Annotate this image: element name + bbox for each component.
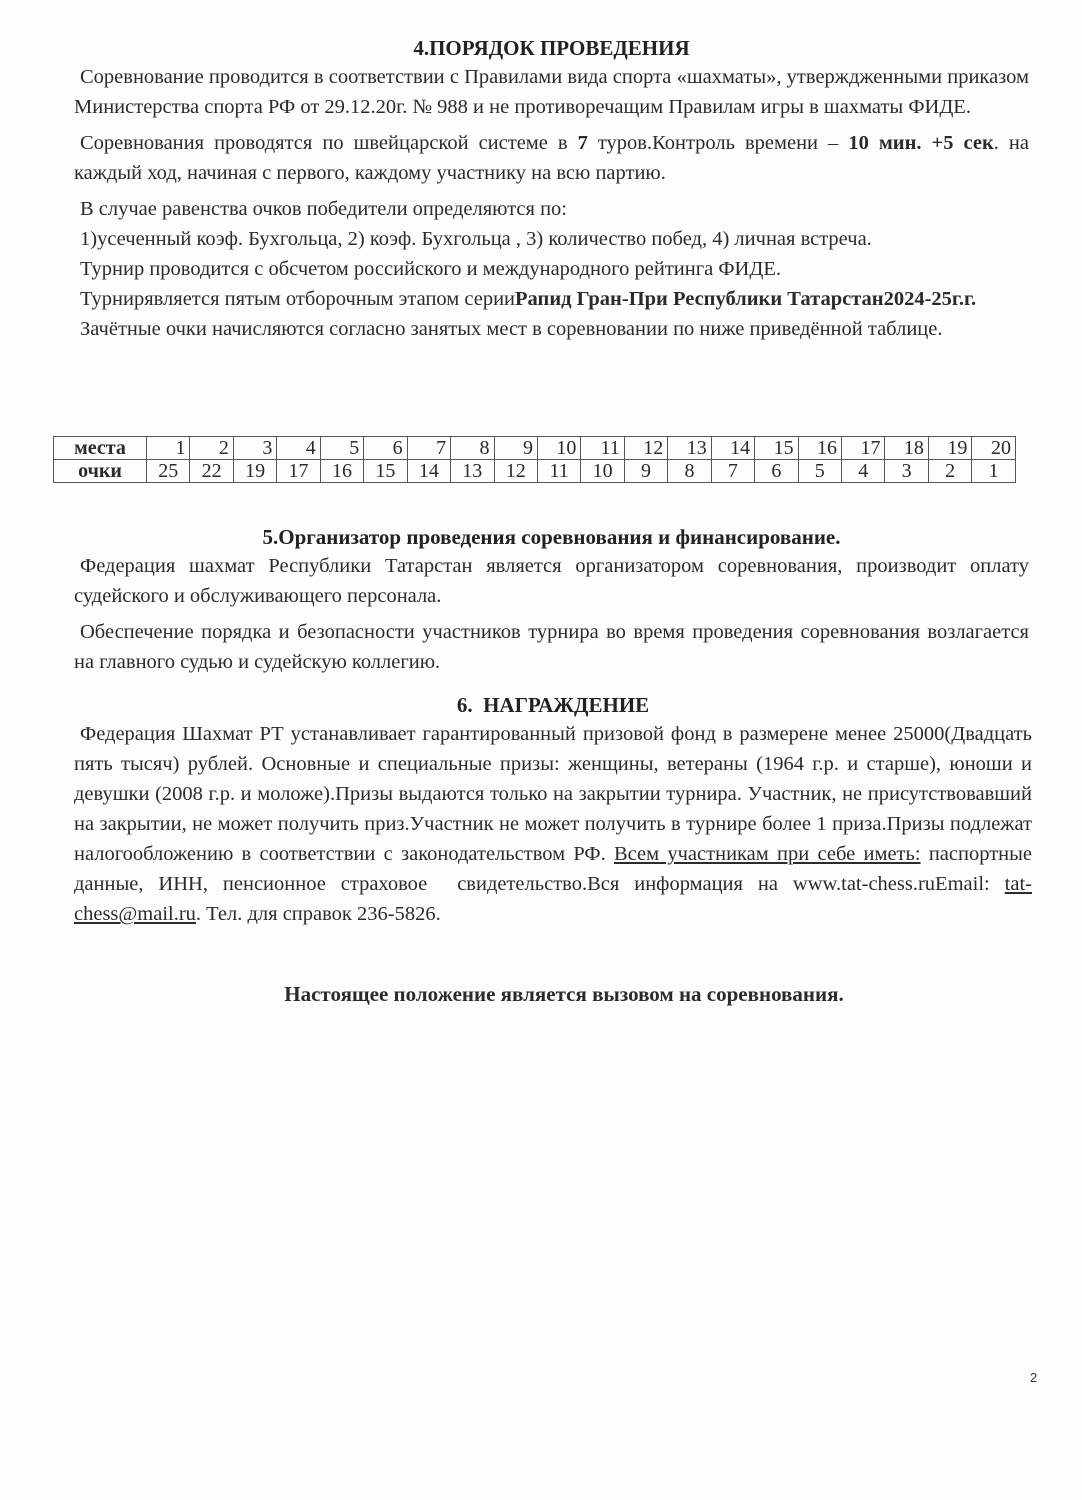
section-5 <box>74 523 1029 677</box>
points-cell: 8 <box>668 460 711 483</box>
points-cell: 11 <box>537 460 580 483</box>
place-cell: 10 <box>537 437 580 460</box>
points-cell: 25 <box>147 460 190 483</box>
place-cell: 11 <box>581 437 624 460</box>
section-4 <box>74 30 1029 344</box>
place-cell: 3 <box>233 437 276 460</box>
time-control: 10 мин. +5 сек <box>848 132 994 154</box>
system-text-c: . на каждый ход, начиная с первого, каждому участнику на всю партию. <box>74 132 1029 184</box>
points-cell: 12 <box>494 460 537 483</box>
place-cell: 19 <box>928 437 971 460</box>
section-4-title: 4.ПОРЯДОК ПРОВЕДЕНИЯ <box>413 36 690 60</box>
table-row-places <box>54 437 1016 460</box>
awards-text-b: паспортные данные, ИНН, пенсионное страховое свидетельство.Вся информация на www.tat-chess.ruEmail: <box>74 843 1038 895</box>
section-6 <box>74 691 1038 929</box>
place-cell: 6 <box>364 437 407 460</box>
awards-text-c: . Тел. для справок 236-5826. <box>195 903 441 925</box>
awards-text-a: Федерация Шахмат РТ устанавливает гарантированный призовой фонд в размерене менее 25000(Двадцать пять тысяч) рублей. Основные и специальные призы: женщины, ветераны (1964 г.р. и старше), юноши и девушки (2008 г.р. и моложе).Призы выдаются только на закрытии турнира. Участник, не присутствовавший на закрытии, не может получить приз.Участник не может получить в турнире более 1 приза.Призы подлежат налогообложению в соответствии с законодательством РФ. <box>74 723 1032 865</box>
places-label: места <box>54 437 147 460</box>
place-cell: 9 <box>494 437 537 460</box>
email-link[interactable]: tat-chess@mail.ru <box>74 873 1032 925</box>
rounds-count: 7 <box>577 132 588 154</box>
place-cell: 12 <box>624 437 667 460</box>
page-number: 2 <box>1030 1370 1038 1385</box>
points-cell: 10 <box>581 460 624 483</box>
section-4-paragraph-tiebreaks: 1)усеченный коэф. Бухгольца, 2) коэф. Бухгольца , 3) количество побед, 4) личная встреча. <box>80 228 872 250</box>
place-cell: 8 <box>451 437 494 460</box>
awards-underline: Всем участникам при себе иметь: <box>614 843 921 865</box>
closing-statement: Настоящее положение является вызовом на соревнования. <box>284 982 844 1006</box>
place-cell: 17 <box>842 437 885 460</box>
series-name: Рапид Гран-При Республики Татарстан2024-25г.г. <box>515 288 977 310</box>
place-cell: 20 <box>972 437 1016 460</box>
place-cell: 5 <box>320 437 363 460</box>
place-cell: 7 <box>407 437 450 460</box>
points-cell: 7 <box>711 460 754 483</box>
section-4-paragraph-system <box>74 128 1029 188</box>
points-cell: 2 <box>928 460 971 483</box>
points-cell: 17 <box>277 460 320 483</box>
section-5-title: 5.Организатор проведения соревнования и финансирование. <box>262 525 841 549</box>
table-row-points <box>54 460 1016 483</box>
points-cell: 15 <box>364 460 407 483</box>
points-cell: 9 <box>624 460 667 483</box>
place-cell: 14 <box>711 437 754 460</box>
section-4-paragraph-tiebreak-intro: В случае равенства очков победители определяются по: <box>80 198 567 220</box>
points-cell: 19 <box>233 460 276 483</box>
place-cell: 16 <box>798 437 841 460</box>
points-table <box>53 436 1016 483</box>
points-cell: 4 <box>842 460 885 483</box>
place-cell: 18 <box>885 437 928 460</box>
section-4-paragraph-series <box>74 284 1029 314</box>
series-text: Турнирявляется пятым отборочным этапом серии <box>80 288 516 310</box>
points-cell: 6 <box>755 460 798 483</box>
system-text-a: Соревнования проводятся по швейцарской системе в <box>80 132 578 154</box>
points-label: очки <box>54 460 147 483</box>
points-cell: 14 <box>407 460 450 483</box>
place-cell: 1 <box>147 437 190 460</box>
section-4-paragraph-rules: Соревнование проводится в соответствии с Правилами вида спорта «шахматы», утверждженными приказом Министерства спорта РФ от 29.12.20г. № 988 и не противоречащим Правилам игры в шахматы ФИДЕ. <box>74 66 1029 118</box>
points-cell: 1 <box>972 460 1016 483</box>
section-6-title: 6. НАГРАЖДЕНИЕ <box>456 693 650 717</box>
points-cell: 22 <box>190 460 233 483</box>
points-cell: 16 <box>320 460 363 483</box>
section-5-paragraph-organizer: Федерация шахмат Республики Татарстан является организатором соревнования, производит оплату судейского и обслуживающего персонала. <box>74 555 1029 607</box>
section-5-paragraph-safety: Обеспечение порядка и безопасности участников турнира во время проведения соревнования возлагается на главного судью и судейскую коллегию. <box>74 621 1029 673</box>
section-6-paragraph-awards <box>74 719 1038 929</box>
section-4-paragraph-points: Зачётные очки начисляются согласно занятых мест в соревновании по ниже приведённой таблице. <box>80 318 943 340</box>
points-cell: 5 <box>798 460 841 483</box>
place-cell: 15 <box>755 437 798 460</box>
section-4-paragraph-rating: Турнир проводится с обсчетом российского и международного рейтинга ФИДЕ. <box>80 258 781 280</box>
place-cell: 13 <box>668 437 711 460</box>
place-cell: 4 <box>277 437 320 460</box>
system-text-b: туров.Контроль времени – <box>587 132 849 154</box>
points-cell: 13 <box>451 460 494 483</box>
points-cell: 3 <box>885 460 928 483</box>
place-cell: 2 <box>190 437 233 460</box>
